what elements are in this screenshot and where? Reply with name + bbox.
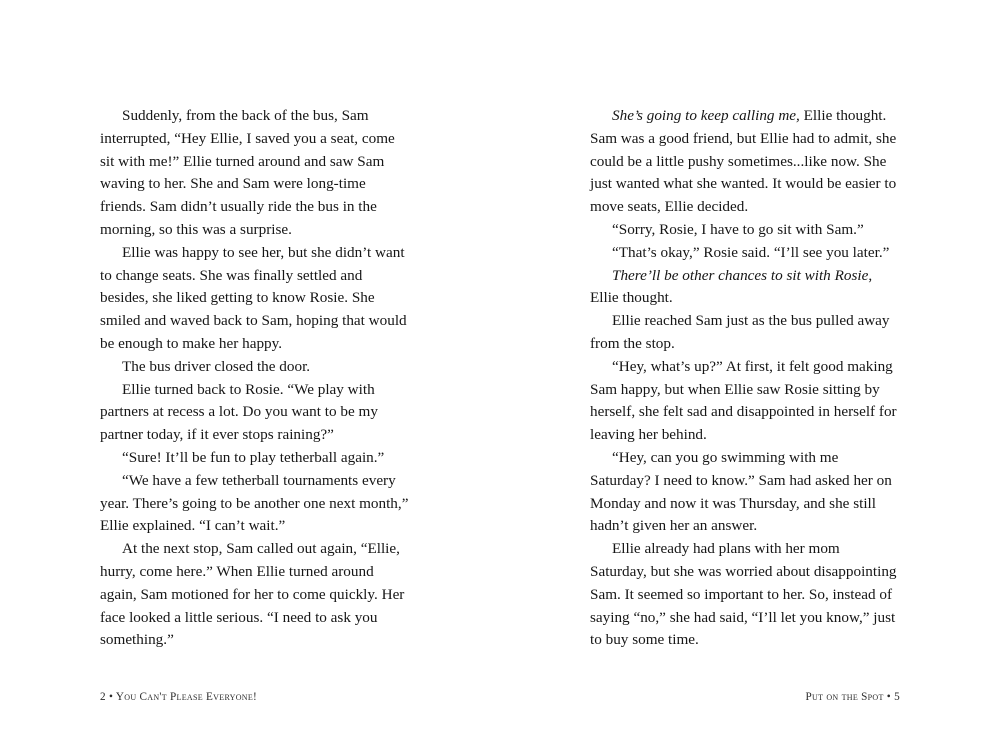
paragraph [100, 356, 410, 379]
text-run: The bus driver closed the door. [122, 357, 311, 375]
text-run: Suddenly, from the back of the bus, Sam interrupted, “Hey Ellie, I saved you a seat, come sit with me!” Ellie turned around and saw Sam waving to her. She and Sam were long-time friends. Sam didn’t usually ride the bus in the morning, so this was a surprise. [100, 107, 395, 238]
paragraph [100, 538, 410, 652]
page-right [500, 0, 1000, 755]
text-run: Ellie turned back to Rosie. “We play with partners at recess a lot. Do you want to be my partner today, if it ever stops raining?” [100, 380, 378, 444]
page-left-body [100, 105, 410, 652]
paragraph [590, 265, 900, 311]
paragraph [590, 242, 900, 265]
text-run: “Hey, what’s up?” At first, it felt good making Sam happy, but when Ellie saw Rosie sitting by herself, she felt sad and disappointed in herself for leaving her behind. [590, 357, 897, 444]
text-run: , Ellie thought. [590, 266, 873, 307]
paragraph [590, 538, 900, 652]
text-run: Ellie thought. Sam was a good friend, but Ellie had to admit, she could be a little pushy sometimes...like now. She just wanted what she wanted. It would be easier to move seats, Ellie decided. [590, 107, 897, 216]
page-right-folio: Put on the Spot • 5 [805, 691, 900, 703]
paragraph [100, 447, 410, 470]
text-run: “We have a few tetherball tournaments every year. There’s going to be another one next month,” Ellie explained. “I can’t wait.” [100, 471, 409, 535]
paragraph [100, 470, 410, 538]
paragraph [100, 105, 410, 242]
text-run: Ellie already had plans with her mom Saturday, but she was worried about disappointing Sam. It seemed so important to her. So, instead of saying “no,” she had said, “I’ll let you know,” just to buy some time. [590, 540, 897, 649]
paragraph [590, 447, 900, 538]
italic-run: There’ll be other chances to sit with Rosie [612, 266, 869, 284]
paragraph [100, 379, 410, 447]
text-run: “That’s okay,” Rosie said. “I’ll see you later.” [612, 243, 890, 261]
text-run: “Hey, can you go swimming with me Saturday? I need to know.” Sam had asked her on Monday and now it was Thursday, and she still hadn’t given her an answer. [590, 448, 892, 535]
text-run: Ellie reached Sam just as the bus pulled away from the stop. [590, 312, 890, 352]
text-run: “Sorry, Rosie, I have to go sit with Sam.” [612, 220, 864, 238]
paragraph [590, 356, 900, 447]
text-run: Ellie was happy to see her, but she didn’t want to change seats. She was finally settled and besides, she liked getting to know Rosie. She smiled and waved back to Sam, hoping that would be enough to make her happy. [100, 243, 407, 352]
paragraph [590, 310, 900, 356]
text-run: At the next stop, Sam called out again, “Ellie, hurry, come here.” When Ellie turned around again, Sam motioned for her to come quickly. Her face looked a little serious. “I need to ask you something.” [100, 540, 405, 649]
paragraph [100, 242, 410, 356]
italic-run: She’s going to keep calling me, [612, 107, 800, 124]
paragraph [590, 219, 900, 242]
text-run: “Sure! It’ll be fun to play tetherball again.” [122, 448, 385, 466]
page-left-folio: 2 • You Can't Please Everyone! [100, 691, 258, 703]
paragraph [590, 105, 900, 219]
page-right-body [590, 105, 900, 652]
